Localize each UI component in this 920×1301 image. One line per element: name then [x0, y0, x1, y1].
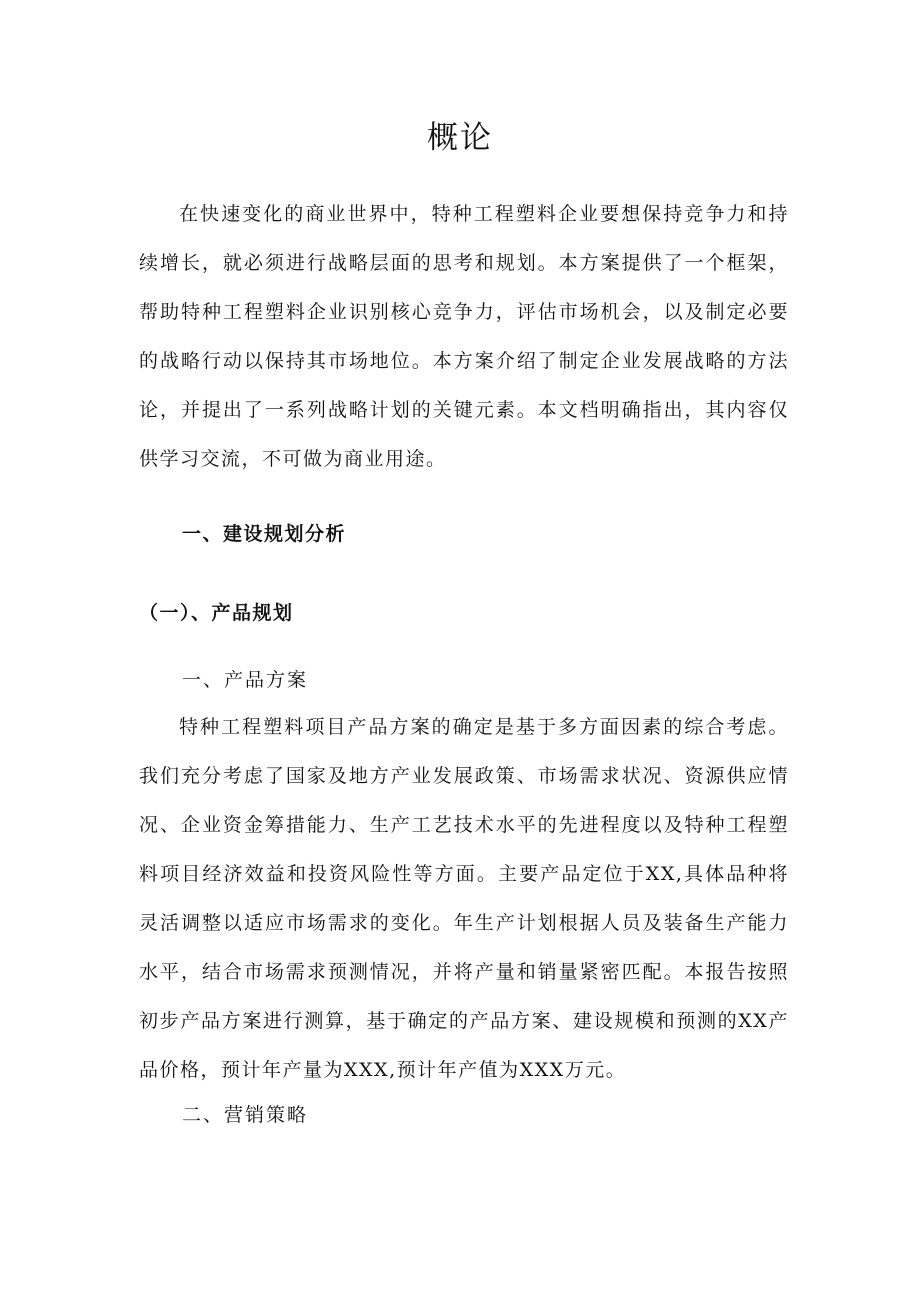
subsection-heading: （一）、产品规划 — [139, 602, 294, 624]
item-heading-marketing: 二、营销策略 — [182, 1104, 309, 1126]
section-heading: 一、建设规划分析 — [182, 523, 347, 545]
page-title: 概论 — [427, 120, 493, 156]
item-heading-product-plan: 一、产品方案 — [182, 669, 309, 691]
product-plan-paragraph: 特种工程塑料项目产品方案的确定是基于多方面因素的综合考虑。我们充分考虑了国家及地方产业发展政策、市场需求状况、资源供应情况、企业资金筹措能力、生产工艺技术水平的先进程度以及特种工程塑料项目经济效益和投资风险性等方面。主要产品定位于XX,具体品种将灵活调整以适应市场需求的变化。年生产计划根据人员及装备生产能力水平，结合市场需求预测情况，并将产量和销量紧密匹配。本报告按照初步产品方案进行测算，基于确定的产品方案、建设规模和预测的XX产品价格，预计年产量为XXX,预计年产值为XXX万元。 — [139, 716, 789, 1081]
intro-paragraph: 在快速变化的商业世界中，特种工程塑料企业要想保持竞争力和持续增长，就必须进行战略层面的思考和规划。本方案提供了一个框架，帮助特种工程塑料企业识别核心竞争力，评估市场机会，以及制定必要的战略行动以保持其市场地位。本方案介绍了制定企业发展战略的方法论，并提出了一系列战略计划的关键元素。本文档明确指出，其内容仅供学习交流，不可做为商业用途。 — [139, 203, 789, 470]
